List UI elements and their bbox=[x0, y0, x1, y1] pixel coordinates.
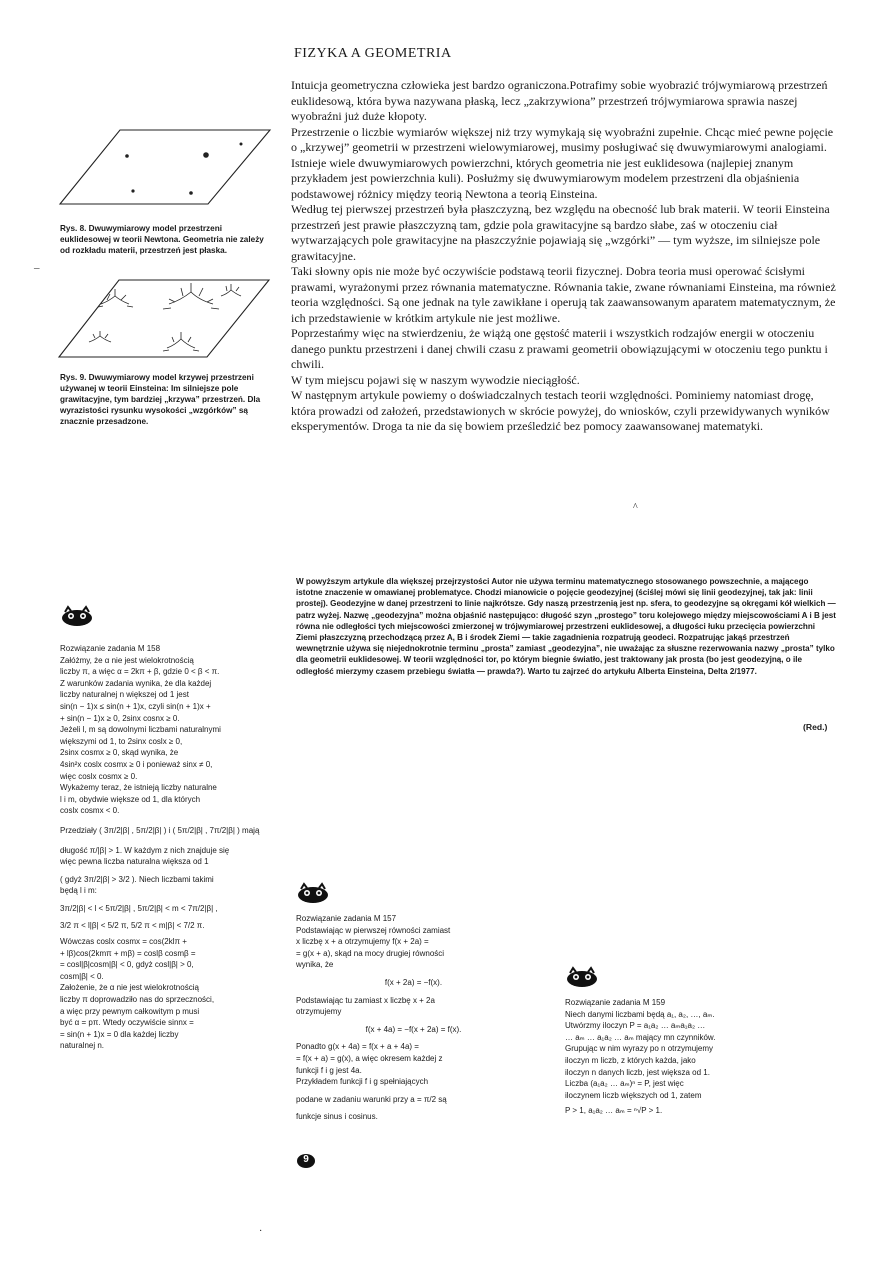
mass-point bbox=[240, 143, 243, 146]
hill-mark bbox=[221, 290, 241, 296]
solution-title: Rozwiązanie zadania M 157 bbox=[296, 914, 397, 923]
solution-title: Rozwiązanie zadania M 158 bbox=[60, 644, 161, 653]
article-paragraph: Poprzestańmy więc na stwierdzeniu, że wiążą one gęstość materii i wszystkich rodzajów energii w otoczeniu danego punktu przestrzeni i danej chwili czasu z prawami geometrii obowiązującymi w otoczeniu tego punktu i chwili. bbox=[291, 326, 828, 371]
hill-rays bbox=[98, 289, 133, 307]
article-paragraph: Przestrzenie o liczbie wymiarów większej niż trzy wymykają się wyobraźni zupełnie. Chcąc mieć pewne pojęcie o „krzywej” geometrii w przestrzeni wielowymiarowej, musimy posługiwać się dwuwymiarowymi analogiami. Istnieje wiele dwuwymiarowych powierzchni, których geometria nie jest euklidesowa (najlepiej znanym przykładem jest powierzchnia kuli). Posłużmy się dwuwymiarowym modelem przestrzeni dla objaśnienia podstawowej różnicy między teorią Newtona a teorią Einsteina. bbox=[291, 124, 834, 201]
solution-title: Rozwiązanie zadania M 159 bbox=[565, 998, 666, 1007]
delta-logo-icon bbox=[60, 605, 94, 627]
figure-9-curved-plane bbox=[57, 278, 271, 360]
article-body bbox=[291, 78, 841, 435]
mass-point bbox=[125, 154, 129, 158]
article-paragraph: Taki słowny opis nie może być oczywiście podstawą teorii fizycznej. Dobra teoria musi operować ścisłymi prawami, wyrażonymi przez równania matematyczne. Równania takie, zwane równaniami Einsteina, ma również teoria względności. Są one jednak na tyle zawikłane i operują tak zaawansowanym aparatem matematycznym, że ich przedstawienie w krótkim artykule nie jest możliwe. bbox=[291, 264, 836, 325]
mass-point bbox=[131, 189, 134, 192]
hill-mark bbox=[169, 292, 213, 304]
hill-mark bbox=[167, 339, 195, 348]
article-paragraph: W tym miejscu pojawi się w naszym wywodzie nieciągłość. bbox=[291, 372, 580, 387]
print-mark: ^ bbox=[633, 502, 638, 513]
figure-8-flat-plane bbox=[58, 127, 272, 207]
editorial-footnote: W powyższym artykule dla większej przejrzystości Autor nie używa terminu matematycznego stosowanego powszechnie, a mającego istotne znaczenie w omawianej problematyce. Chodzi mianowicie o pojęcie geodezyjnej (ściślej mówi się linii geodezyjnej, tak jak: linii prostej). Geodezyjne w danej przestrzeni to linie najkrótsze. Gdy naszą przestrzenią jest np. sfera, to geodezyjne są okręgami kół wielkich — patrz wyżej. Nazwę „geodezyjna” można objaśnić następująco: długość szyn „prostego” toru kolejowego między miejscowościami A i B jest równa nie odległości tych miejscowości zmierzonej w trójwymiarowej przestrzeni euklidesowej, a długości łuku przecięcia powierzchni Ziemi płaszczyzną przechodzącą przez A, B i środek Ziemi — takie zagadnienia rozpatrują geodeci. Rozpatrując jakąś przestrzeń wewnętrznie używa się niejednokrotnie terminu „prosta” zamiast „geodezyjna”, nie uważając za słuszne rezerwowania nazwy „prosta” tylko dla geometrii euklidesowej. W teorii względności tor, po którym biegnie światło, jest traktowany jak prosta (bo jest geodezyjną, o ile odległość mierzymy czasem przebiegu światła — prawda?). Warto tu zajrzeć do artykułu Alberta Einsteina, Delta 2/1977. bbox=[296, 577, 837, 676]
delta-logo-icon bbox=[296, 882, 330, 904]
figure-8-caption: Rys. 8. Dwuwymiarowy model przestrzeni euklidesowej w teorii Newtona. Geometria nie zależy od rozkładu materii, przestrzeń jest płaska. bbox=[60, 224, 264, 255]
mass-point bbox=[189, 191, 193, 195]
article-paragraph: Według tej pierwszej przestrzeń była płaszczyzną, bez względu na obecność lub brak materii. W teorii Einsteina przestrzeń jest prawie płaszczyzną tam, gdzie pola grawitacyjne są bardzo słabe, zaś w otoczeniu ciał wytwarzających pole grawitacyjne na płaszczyźnie pojawiają się „wzgórki” — tym wyższe, im silniejsze pole grawitacyjne. bbox=[291, 202, 830, 263]
solution-m157: Rozwiązanie zadania M 157 Podstawiając w pierwszej równości zamiast x liczbę x + a otrzymujemy f(x + 2a) = = g(x + a), skąd na mocy drugiej równości wynika, że f(x + 2a) = −f(x). Podstawiając tu zamiast x liczbę x + 2a otrzymujemy f(x + 4a) = −f(x + 2a) = f(x). Ponadto g(x + 4a) = f(x + a + 4a) = = f(x + a) = g(x), a więc okresem każdej z funkcji f i g jest 4a. Przykładem funkcji f i g spełniających podane w zadaniu warunki przy a = π/2 są funkcje sinus i cosinus. bbox=[296, 913, 531, 1123]
margin-mark: – bbox=[34, 262, 40, 274]
hill-mark bbox=[89, 336, 111, 342]
solution-m158: Rozwiązanie zadania M 158 Załóżmy, że α nie jest wielokrotnością liczby π, a więc α = 2kπ + β, gdzie 0 < β < π. Z warunków zadania wynika, że dla każdej liczby naturalnej n większej od 1 jest sin(n − 1)x ≤ sin(n + 1)x, czyli sin(n + 1)x + + sin(n − 1)x ≥ 0, 2sinx cosnx ≥ 0. Jeżeli l, m są dowolnymi liczbami naturalnymi większymi od 1, to 2sinx coslx ≥ 0, 2sinx cosmx ≥ 0, skąd wynika, że 4sin²x coslx cosmx ≥ 0 i ponieważ sinx ≠ 0, więc coslx cosmx ≥ 0. Wykażemy teraz, że istnieją liczby naturalne l i m, obydwie większe od 1, dla których coslx cosmx < 0. Przedziały ( 3π/2|β| , 5π/2|β| ) i ( 5π/2|β| , 7π/2|β| ) mają długość π/|β| > 1. W każdym z nich znajduje się więc pewna liczba naturalna większa od 1 ( gdyż 3π/2|β| > 3/2 ). Niech liczbami takimi będą l i m: 3π/2|β| < l < 5π/2|β| , 5π/2|β| < m < 7π/2|β| , 3/2 π < l|β| < 5/2 π, 5/2 π < m|β| < 7/2 π. Wówczas coslx cosmx = cos(2klπ + + lβ)cos(2kmπ + mβ) = coslβ cosmβ = = cosl|β|cosm|β| < 0, gdyż cosl|β| > 0, cosm|β| < 0. Założenie, że α nie jest wielokrotnością liczby π doprowadziło nas do sprzeczności, a więc przy pewnym całkowitym p musi być α = pπ. Wtedy oczywiście sinnx = = sin(n + 1)x = 0 dla każdej liczby naturalnej n. bbox=[60, 643, 285, 1052]
delta-logo-icon bbox=[565, 966, 599, 988]
editorial-signature: (Red.) bbox=[803, 722, 828, 732]
figure-9-caption: Rys. 9. Dwuwymiarowy model krzywej przestrzeni używanej w teorii Einsteina: Im silniejsze pole grawitacyjne, tym bardziej „krzywa” przestrzeń. Dla wyrazistości rysunku wysokości „wzgórków” są znacznie przesadzone. bbox=[60, 373, 261, 426]
print-mark: · bbox=[259, 1226, 263, 1237]
page-number: 9 bbox=[296, 1153, 316, 1174]
article-title: FIZYKA A GEOMETRIA bbox=[294, 46, 452, 61]
hill-rays bbox=[163, 283, 219, 309]
solution-m159: Rozwiązanie zadania M 159 Niech danymi liczbami będą a₁, a₂, …, aₘ. Utwórzmy iloczyn P = a₁a₂ … aₘa₁a₂ … … aₘ … a₁a₂ … aₘ mający mn czynników. Grupując w nim wyrazy po n otrzymujemy iloczyn m liczb, z których każda, jako iloczyn n danych liczb, jest większa od 1. Liczba (a₁a₂ … aₘ)ⁿ = P, jest więc iloczynem liczb większych od 1, zatem P > 1, a₁a₂ … aₘ = ⁿ√P > 1. bbox=[565, 997, 795, 1117]
hill-rays bbox=[163, 332, 199, 351]
hill-rays bbox=[226, 284, 239, 291]
article-paragraph: Intuicja geometryczna człowieka jest bardzo ograniczona.Potrafimy sobie wyobrazić trójwymiarową przestrzeń euklidesową, która bywa nazywana płaską, lecz „zakrzywiona” przestrzeń trójwymiarowa sprawia naszej wyobraźni już duże kłopoty. bbox=[291, 78, 828, 123]
mass-point bbox=[203, 152, 209, 158]
hill-rays bbox=[93, 331, 108, 338]
article-paragraph: W następnym artykule powiemy o doświadczalnych testach teorii względności. Pominiemy natomiast drogę, która prowadzi od założeń, przedstawionych w skrócie powyżej, do wniosków, czyli przewidywanych wyników eksperymentów. Droga ta nie da się bowiem prześledzić bez pomocy zaawansowanej matematyki. bbox=[291, 388, 830, 433]
